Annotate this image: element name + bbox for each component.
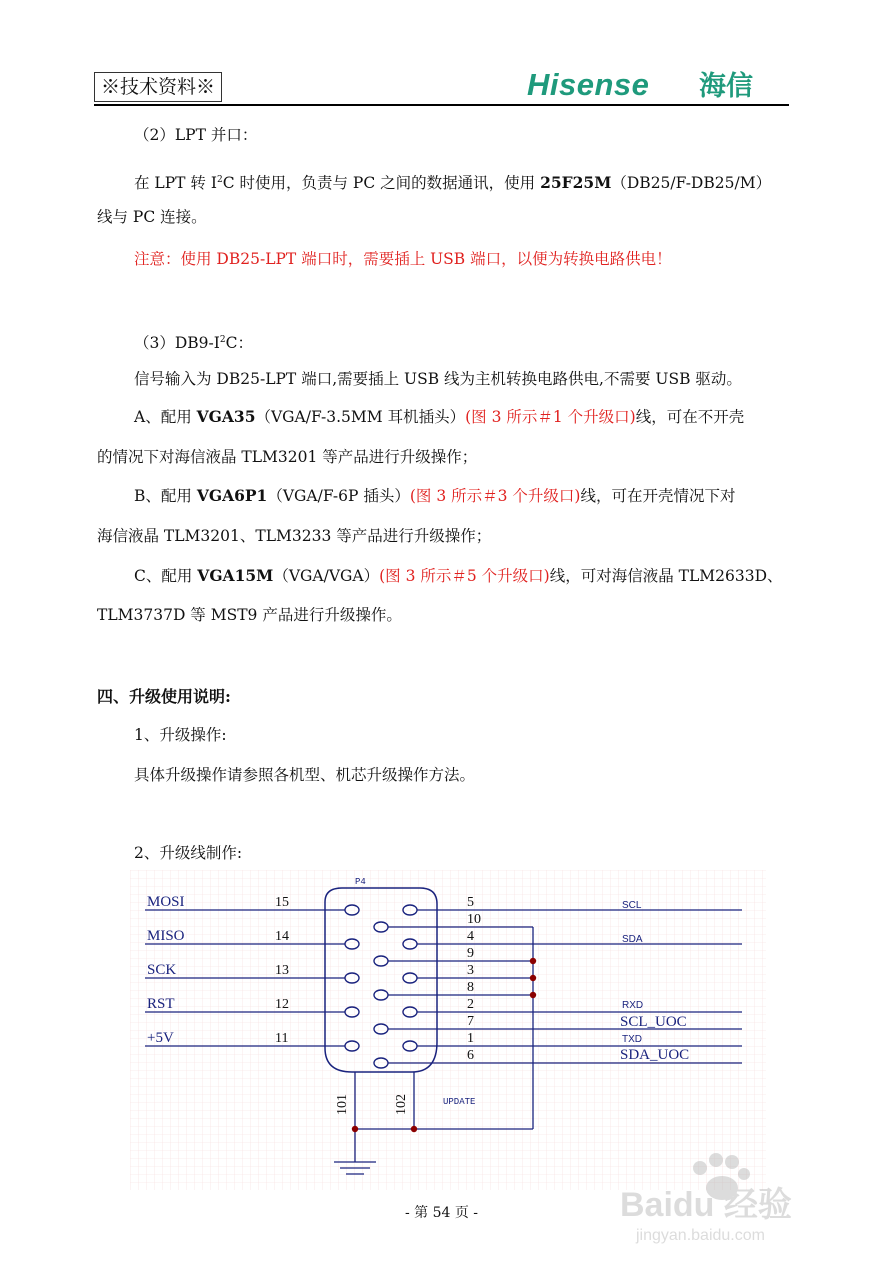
signal-5v: +5V <box>147 1030 174 1046</box>
sub1-body: 具体升级操作请参照各机型、机芯升级操作方法。 <box>134 766 476 784</box>
signal-sda-uoc: SDA_UOC <box>620 1047 690 1063</box>
pin-9: 9 <box>467 946 474 961</box>
logo-en: Hisense <box>527 67 650 102</box>
signal-rxd: RXD <box>622 1000 644 1011</box>
item-a-line2: 的情况下对海信液晶 TLM3201 等产品进行升级操作； <box>97 448 478 466</box>
lpt-title: （2）LPT 并口： <box>134 126 258 144</box>
pin-3: 3 <box>467 963 474 978</box>
pin-8: 8 <box>467 980 474 995</box>
pin-1: 1 <box>467 1031 474 1046</box>
pin-15: 15 <box>275 895 289 910</box>
db9-body: 信号输入为 DB25-LPT 端口,需要插上 USB 线为主机转换电路供电,不需要 USB 驱动。 <box>134 370 742 388</box>
sub2-title: 2、升级线制作: <box>134 844 243 862</box>
item-b-line1: B、配用 VGA6P1（VGA/F-6P 插头）(图 3 所示＃3 个升级口)线，可在开壳情况下对 <box>134 486 736 505</box>
pin-2: 2 <box>467 997 474 1012</box>
pin-101: 101 <box>335 1094 350 1115</box>
section4-title: 四、升级使用说明: <box>97 687 231 706</box>
pin-14: 14 <box>275 929 289 944</box>
pin-10: 10 <box>467 912 481 927</box>
pin-4: 4 <box>467 929 474 944</box>
sub1-title: 1、升级操作: <box>134 726 227 744</box>
baidu-watermark <box>590 1140 850 1250</box>
db9-title: $(3)DB9-I^2C$： <box>134 334 254 353</box>
signal-rst: RST <box>147 996 175 1012</box>
pin-5: 5 <box>467 895 474 910</box>
signal-mosi: MOSI <box>147 894 185 910</box>
watermark-url: jingyan.baidu.com <box>636 1227 765 1244</box>
pin-7: 7 <box>467 1014 474 1029</box>
lpt-body-line1: 在 LPT 转 $I^2C$ 时使用，负责与 PC 之间的数据通讯，使用 25F25M（DB25/F-DB25/M） <box>134 173 772 193</box>
pin-102: 102 <box>394 1094 409 1115</box>
pin-6: 6 <box>467 1048 474 1063</box>
signal-sda: SDA <box>622 934 643 945</box>
watermark-brand: Baidu 经验 <box>620 1186 792 1224</box>
item-a-line1: A、配用 VGA35（VGA/F-3.5MM 耳机插头）(图 3 所示＃1 个升级口)线，可在不开壳 <box>134 407 745 426</box>
paw-toe-icon <box>693 1161 707 1175</box>
signal-txd: TXD <box>622 1034 642 1045</box>
pin-12: 12 <box>275 997 289 1012</box>
header-rule <box>94 104 789 106</box>
header-label: ※技术资料※ <box>94 72 222 102</box>
pin-13: 13 <box>275 963 289 978</box>
item-c-line2: TLM3737D 等 MST9 产品进行升级操作。 <box>97 606 402 624</box>
signal-scl-uoc: SCL_UOC <box>620 1014 687 1030</box>
update-label: UPDATE <box>443 1097 476 1107</box>
pin-11: 11 <box>275 1031 289 1046</box>
lpt-note: 注意：使用 DB25-LPT 端口时，需要插上 USB 端口，以便为转换电路供电！ <box>134 250 672 268</box>
page-number: - 第 54 页 - <box>404 1205 479 1221</box>
connector-ref: P4 <box>355 877 366 887</box>
hisense-logo <box>527 66 787 102</box>
signal-scl: SCL <box>622 900 642 911</box>
signal-miso: MISO <box>147 928 185 944</box>
logo-cn: 海信 <box>699 71 753 102</box>
item-c-line1: C、配用 VGA15M（VGA/VGA）(图 3 所示＃5 个升级口)线，可对海信液晶 TLM2633D、 <box>134 566 783 585</box>
item-b-line2: 海信液晶 TLM3201、TLM3233 等产品进行升级操作； <box>97 527 492 545</box>
lpt-body-line2: 线与 PC 连接。 <box>97 208 207 226</box>
signal-sck: SCK <box>147 962 177 978</box>
